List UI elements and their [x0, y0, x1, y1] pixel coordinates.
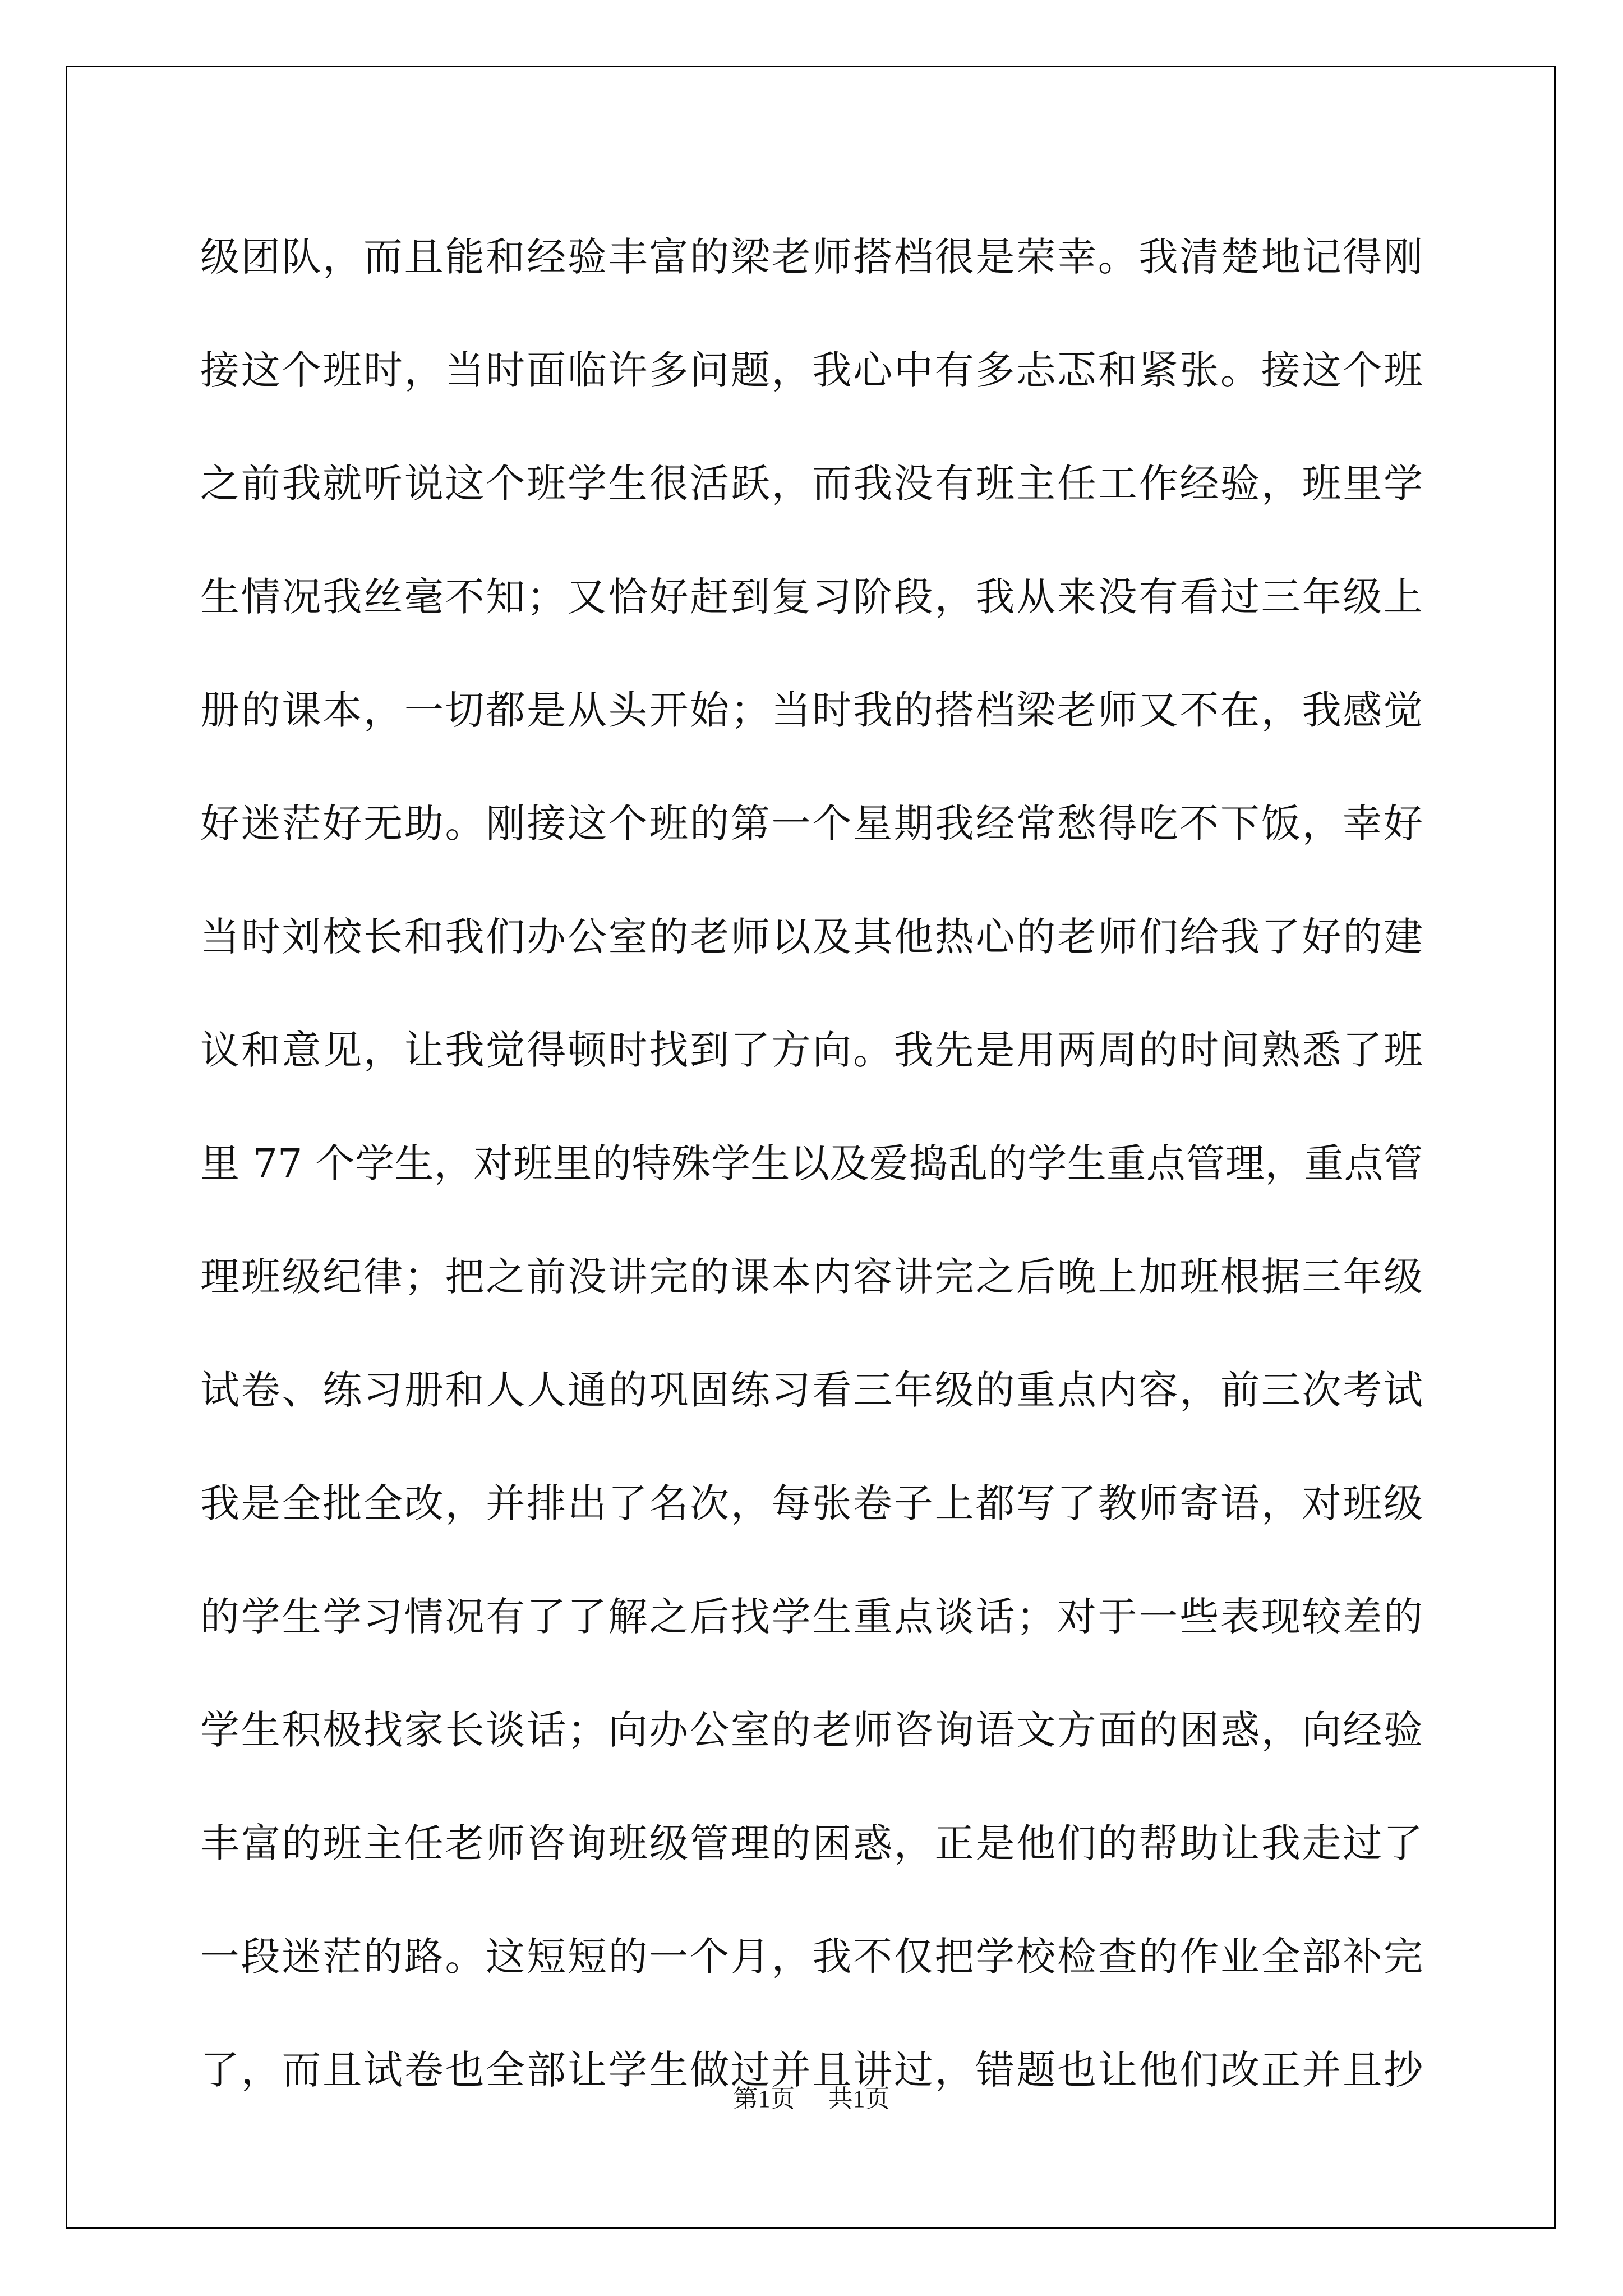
text-line: 我是全批全改，并排出了名次，每张卷子上都写了教师寄语，对班级 — [200, 1480, 1423, 1526]
text-line: 册的课本，一切都是从头开始；当时我的搭档梁老师又不在，我感觉 — [200, 687, 1423, 733]
text-line: 级团队，而且能和经验丰富的梁老师搭档很是荣幸。我清楚地记得刚 — [200, 234, 1423, 280]
text-line: 好迷茫好无助。刚接这个班的第一个星期我经常愁得吃不下饭，幸好 — [200, 800, 1423, 846]
text-line: 之前我就听说这个班学生很活跃，而我没有班主任工作经验，班里学 — [200, 461, 1423, 507]
text-line: 了，而且试卷也全部让学生做过并且讲过，错题也让他们改正并且抄 — [200, 2047, 1423, 2093]
text-line: 学生积极找家长谈话；向办公室的老师咨询语文方面的困惑，向经验 — [200, 1707, 1423, 1753]
text-line: 丰富的班主任老师咨询班级管理的困惑，正是他们的帮助让我走过了 — [200, 1820, 1423, 1866]
text-line: 的学生学习情况有了了解之后找学生重点谈话；对于一些表现较差的 — [200, 1594, 1423, 1640]
text-line: 试卷、练习册和人人通的巩固练习看三年级的重点内容，前三次考试 — [200, 1367, 1423, 1413]
text-line: 一段迷茫的路。这短短的一个月，我不仅把学校检查的作业全部补完 — [200, 1934, 1423, 1980]
page-number-current: 第1页 — [733, 2085, 795, 2113]
page-number-total: 共1页 — [828, 2085, 890, 2113]
page-footer — [0, 2082, 1623, 2116]
body-text — [200, 200, 1423, 2127]
text-line: 里 77 个学生，对班里的特殊学生以及爱捣乱的学生重点管理，重点管 — [200, 1140, 1423, 1186]
text-line: 当时刘校长和我们办公室的老师以及其他热心的老师们给我了好的建 — [200, 914, 1423, 960]
text-line: 生情况我丝毫不知；又恰好赶到复习阶段，我从来没有看过三年级上 — [200, 574, 1423, 620]
text-line: 理班级纪律；把之前没讲完的课本内容讲完之后晚上加班根据三年级 — [200, 1254, 1423, 1300]
text-line: 议和意见，让我觉得顿时找到了方向。我先是用两周的时间熟悉了班 — [200, 1027, 1423, 1073]
text-line: 接这个班时，当时面临许多问题，我心中有多忐忑和紧张。接这个班 — [200, 347, 1423, 393]
